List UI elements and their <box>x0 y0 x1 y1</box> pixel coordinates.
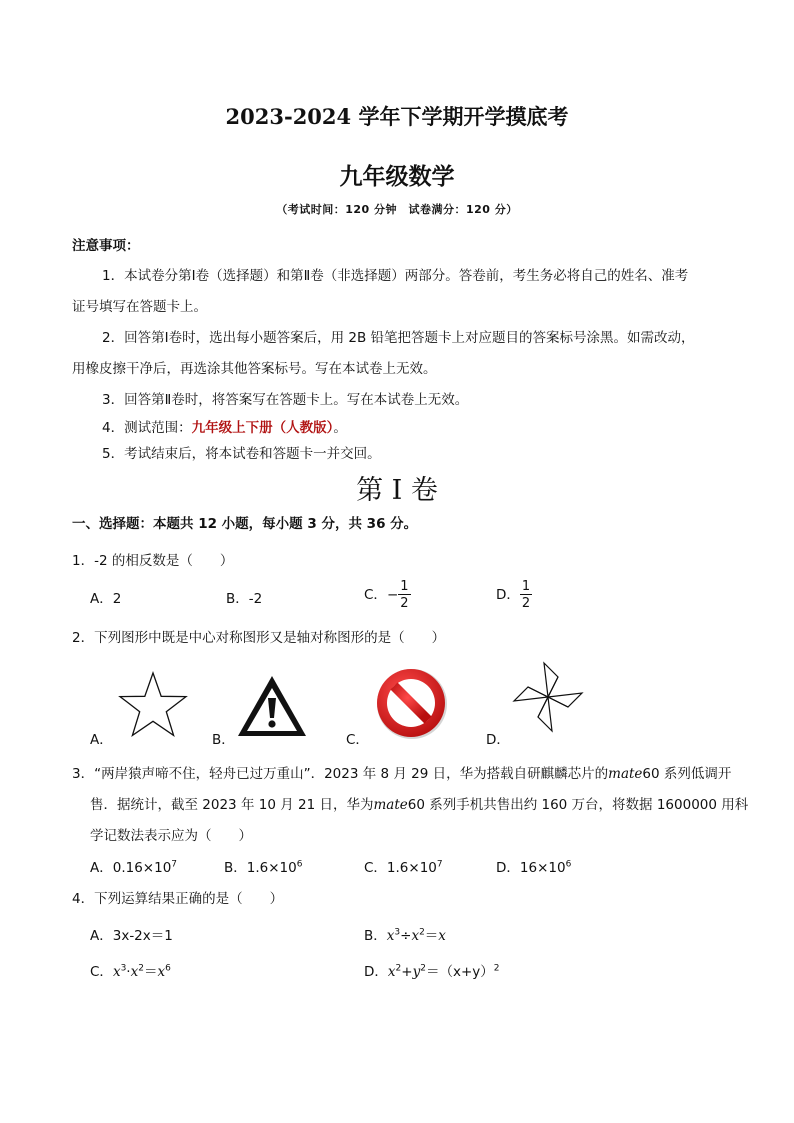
q4-b-e2: 2 <box>419 927 425 938</box>
note-4 <box>102 416 347 436</box>
q2-stem: 2．下列图形中既是中心对称图形又是轴对称图形的是（ ） <box>72 630 446 646</box>
q1-stem: 1．-2 的相反数是（ ） <box>72 553 234 569</box>
q1-c-denominator: 2 <box>400 596 409 611</box>
q4-c-e1: 3 <box>120 963 127 974</box>
q4-d-rhs: ＝（x+y） <box>425 964 494 980</box>
q4-c-label: C． <box>90 964 113 980</box>
q4-option-a: A．3x-2x＝1 <box>90 928 173 944</box>
q1-option-a: A．2 <box>90 591 122 607</box>
q4-c-eq: ＝ <box>143 964 158 980</box>
q4-c-x3: x <box>157 964 166 980</box>
exam-title: 2023-2024 学年下学期开学摸底考 <box>225 104 569 129</box>
q4-option-d <box>364 960 499 980</box>
q1-c-label: C． <box>364 587 387 603</box>
star-figure <box>118 671 188 737</box>
note-1-line-1: 1．本试卷分第Ⅰ卷（选择题）和第Ⅱ卷（非选择题）两部分。答卷前，考生务必将自己的姓名、准考 <box>102 268 689 284</box>
q4-b-label: B． <box>364 928 387 944</box>
q4-b-x2: x <box>411 928 420 944</box>
section-title: 第 I 卷 <box>356 475 438 506</box>
q2-option-c-label: C． <box>346 732 369 748</box>
q4-c-e2: 2 <box>138 963 144 974</box>
q3-c-base: C．1.6×10 <box>364 860 437 876</box>
q3-c-exp: 7 <box>436 859 443 870</box>
q4-d-e1: 2 <box>395 963 402 974</box>
note-4-suffix: 。 <box>333 420 347 436</box>
q4-d-e2: 2 <box>420 963 426 974</box>
subject-title: 九年级数学 <box>339 163 455 190</box>
q1-option-b: B．-2 <box>226 591 263 607</box>
note-3: 3．回答第Ⅱ卷时，将答案写在答题卡上。写在本试卷上无效。 <box>102 392 469 408</box>
q2-option-d-label: D． <box>486 732 510 748</box>
q3-line-1 <box>72 762 731 782</box>
q3-line-2-a: 售．据统计，截至 2023 年 10 月 21 日，华为 <box>90 797 374 813</box>
q3-option-c <box>364 856 443 876</box>
note-5: 5．考试结束后，将本试卷和答题卡一并交回。 <box>102 446 381 462</box>
q4-option-b <box>364 924 446 944</box>
q3-a-exp: 7 <box>171 859 178 870</box>
q4-b-x3: x <box>438 928 446 944</box>
warning-sign-figure <box>236 674 308 738</box>
q4-b-x1: x <box>386 928 395 944</box>
note-2-line-2: 用橡皮擦干净后，再选涂其他答案标号。写在本试卷上无效。 <box>72 361 437 377</box>
q3-d-base: D．16×10 <box>496 860 566 876</box>
q3-line-2-b: 60 系列手机共售出约 160 万台，将数据 1600000 用科 <box>407 797 749 813</box>
q3-line-1-text: 3．“两岸猿声啼不住，轻舟已过万重山”．2023 年 8 月 29 日，华为搭载自研麒麟芯片的 <box>72 766 609 782</box>
q3-option-a <box>90 856 177 876</box>
q2-option-b-label: B． <box>212 732 235 748</box>
q4-b-eq: ＝ <box>424 928 439 944</box>
q4-d-plus: + <box>401 964 413 980</box>
q1-d-fraction <box>520 580 532 610</box>
q1-d-label: D． <box>496 587 520 603</box>
q1-c-numerator: 1 <box>400 579 409 594</box>
q1-option-c <box>364 580 411 610</box>
q3-line-1-end: 60 系列低调开 <box>642 766 732 782</box>
q2-option-a-label: A． <box>90 732 113 748</box>
q4-b-e1: 3 <box>394 927 401 938</box>
notes-heading: 注意事项： <box>72 238 140 254</box>
exam-info: （考试时间：120 分钟 试卷满分：120 分） <box>276 203 518 216</box>
part-1-heading: 一、选择题：本题共 12 小题，每小题 3 分，共 36 分。 <box>72 516 418 532</box>
q4-option-c <box>90 960 171 980</box>
q3-line-3: 学记数法表示应为（ ） <box>90 828 252 844</box>
q4-c-dot: · <box>126 964 131 980</box>
q4-c-e3: 6 <box>165 963 171 974</box>
q3-mate-2: mate <box>373 797 408 813</box>
q1-c-sign: − <box>386 587 399 603</box>
q4-d-y: y <box>412 964 421 980</box>
q1-d-denominator: 2 <box>521 596 531 611</box>
q1-c-fraction <box>398 580 410 610</box>
q4-b-div: ÷ <box>400 928 412 944</box>
q4-d-x: x <box>387 964 396 980</box>
q3-d-exp: 6 <box>565 859 572 870</box>
q3-line-2 <box>90 793 748 813</box>
note-4-scope: 九年级上下册（人教版） <box>191 420 334 436</box>
q3-b-base: B．1.6×10 <box>224 860 297 876</box>
prohibition-sign-figure <box>375 667 449 741</box>
note-1-line-2: 证号填写在答题卡上。 <box>72 299 207 315</box>
q3-option-d <box>496 856 571 876</box>
q1-option-d <box>496 580 532 610</box>
q4-stem: 4．下列运算结果正确的是（ ） <box>72 891 284 907</box>
q4-d-label: D． <box>364 964 388 980</box>
q3-b-exp: 6 <box>296 859 303 870</box>
note-4-prefix: 4．测试范围： <box>102 420 192 436</box>
q3-a-base: A．0.16×10 <box>90 860 172 876</box>
pinwheel-figure <box>512 661 584 733</box>
note-2-line-1: 2．回答第Ⅰ卷时，选出每小题答案后，用 2B 铅笔把答题卡上对应题目的答案标号涂黑。如需改动， <box>102 330 695 346</box>
q4-c-x1: x <box>112 964 121 980</box>
q1-d-numerator: 1 <box>521 579 531 594</box>
q3-mate-1: mate <box>608 766 643 782</box>
q4-d-e3: 2 <box>493 963 500 974</box>
q4-c-x2: x <box>130 964 139 980</box>
q3-option-b <box>224 856 302 876</box>
